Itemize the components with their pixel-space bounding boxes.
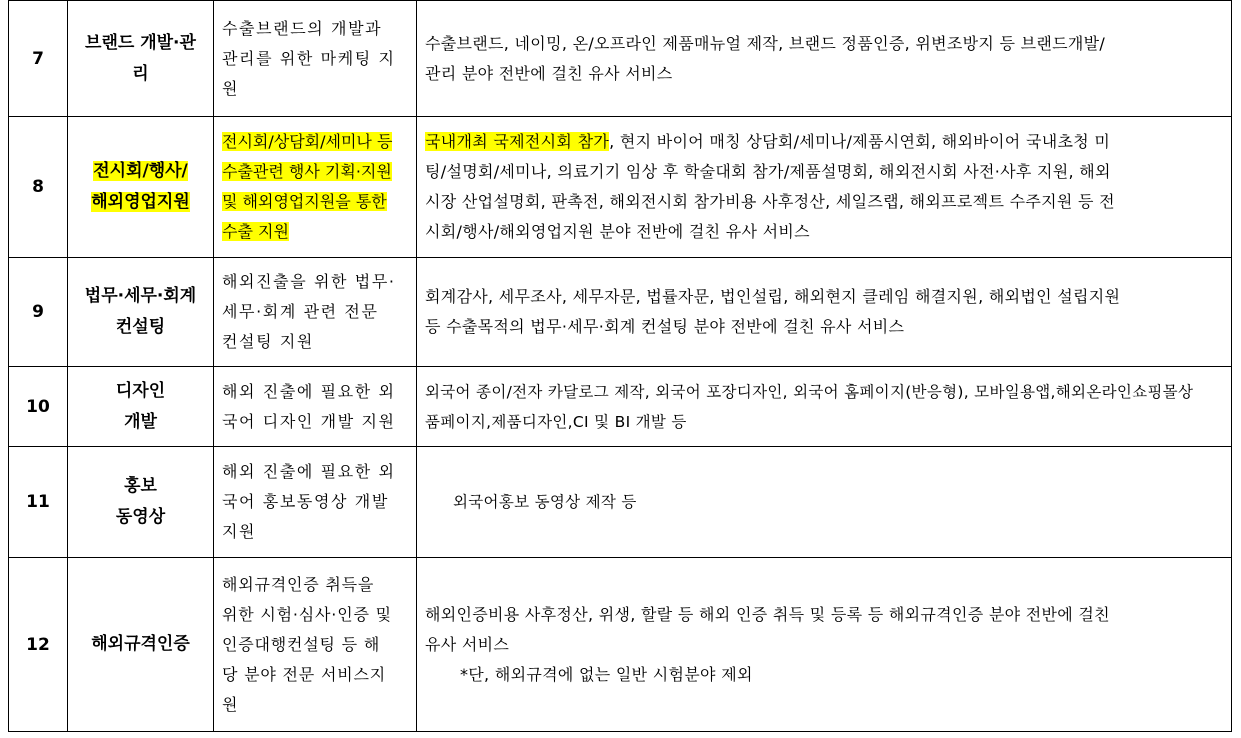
category-line: 컨설팅 [115,317,166,337]
detail-line: 시회/행사/해외영업지원 분야 전반에 걸친 유사 서비스 [425,222,810,241]
description-line: 위한 시험·심사·인증 및 [222,604,392,624]
row-number: 12 [9,558,68,732]
detail-cell [417,1,1232,117]
category-line: 개발 [124,411,157,432]
row-number: 7 [9,1,68,117]
description-line: 해외규격인증 취득을 [222,574,375,594]
category-cell [68,258,214,367]
description-line: 수출 지원 [222,222,289,241]
row-number: 10 [9,367,68,447]
description-line: 컨설팅 지원 [222,332,314,351]
detail-line: 외국어홍보 동영상 제작 등 [453,493,637,511]
description-line: 수출관련 행사 기획·지원 [222,162,392,181]
description-line: 원 [222,694,239,714]
detail-line: 유사 서비스 [425,634,510,654]
table-row [9,117,1232,258]
detail-cell [417,117,1232,258]
description-line: 해외진출을 위한 법무· [222,272,396,291]
detail-line: 수출브랜드, 네이밍, 온/오프라인 제품매뉴얼 제작, 브랜드 정품인증, 위변조방지 등 브랜드개발/ [425,33,1106,53]
category-cell [68,447,214,558]
detail-line: 외국어 종이/전자 카달로그 제작, 외국어 포장디자인, 외국어 홈페이지(반응형), 모바일용앱,해외온라인쇼핑몰상 [425,382,1194,401]
category-cell [68,117,214,258]
service-table [8,0,1232,732]
category-line: 홍보 [124,476,157,496]
detail-line: 회계감사, 세무조사, 세무자문, 법률자문, 법인설립, 해외현지 클레임 해결지원, 해외법인 설립지원 [425,287,1121,306]
description-line: 해외 진출에 필요한 외 [222,381,396,401]
description-line: 인증대행컨설팅 등 해 [222,634,381,654]
description-cell [214,258,417,367]
category-cell [68,558,214,732]
category-line: 디자인 [115,380,166,401]
detail-line: 품페이지,제품디자인,CI 및 BI 개발 등 [425,412,687,431]
detail-note: *단, 해외규격에 없는 일반 시험분야 제외 [460,664,753,684]
detail-highlight: 국내개최 국제전시회 참가 [425,132,610,151]
description-line: 국어 디자인 개발 지원 [222,411,396,431]
table-row [9,1,1232,117]
table-row [9,558,1232,732]
category-line: 브랜드 개발·관 [85,32,196,53]
detail-cell [417,558,1232,732]
detail-cell [417,447,1232,558]
description-cell [214,558,417,732]
detail-line: , 현지 바이어 매칭 상담회/세미나/제품시연회, 해외바이어 국내초청 미 [609,132,1111,151]
description-line: 해외 진출에 필요한 외 [222,462,396,481]
detail-line: 관리 분야 전반에 걸친 유사 서비스 [425,63,673,83]
category-line: 법무·세무·회계 [84,286,197,306]
row-number: 8 [9,117,68,258]
category-line: 해외영업지원 [91,192,190,212]
detail-cell [417,367,1232,447]
description-line: 및 해외영업지원을 통한 [222,192,387,211]
table-row [9,367,1232,447]
detail-line: 등 수출목적의 법무·세무·회계 컨설팅 분야 전반에 걸친 유사 서비스 [425,317,905,336]
detail-line: 팅/설명회/세미나, 의료기기 임상 후 학술대회 참가/제품설명회, 해외전시회 사전·사후 지원, 해외 [425,162,1111,181]
description-line: 원 [222,78,240,98]
description-line: 관리를 위한 마케팅 지 [222,48,396,68]
category-line: 리 [132,63,149,84]
description-line: 당 분야 전문 서비스지 [222,664,386,684]
description-cell [214,1,417,117]
detail-cell [417,258,1232,367]
category-line: 전시회/행사/ [93,161,188,181]
description-cell [214,117,417,258]
description-line: 국어 홍보동영상 개발 [222,492,389,511]
category-line: 동영상 [115,507,166,527]
description-line: 세무·회계 관련 전문 [222,302,379,321]
description-cell [214,367,417,447]
category-cell [68,1,214,117]
row-number: 9 [9,258,68,367]
description-line: 지원 [222,522,257,541]
category-cell [68,367,214,447]
row-number: 11 [9,447,68,558]
description-line: 전시회/상담회/세미나 등 [222,132,393,151]
description-line: 수출브랜드의 개발과 [222,18,383,38]
detail-line: 시장 산업설명회, 판촉전, 해외전시회 참가비용 사후정산, 세일즈랩, 해외프로젝트 수주지원 등 전 [425,192,1115,211]
table-row [9,258,1232,367]
table-row [9,447,1232,558]
category-line: 해외규격인증 [91,634,190,654]
description-cell [214,447,417,558]
detail-line: 해외인증비용 사후정산, 위생, 할랄 등 해외 인증 취득 및 등록 등 해외규격인증 분야 전반에 걸친 [425,604,1110,624]
